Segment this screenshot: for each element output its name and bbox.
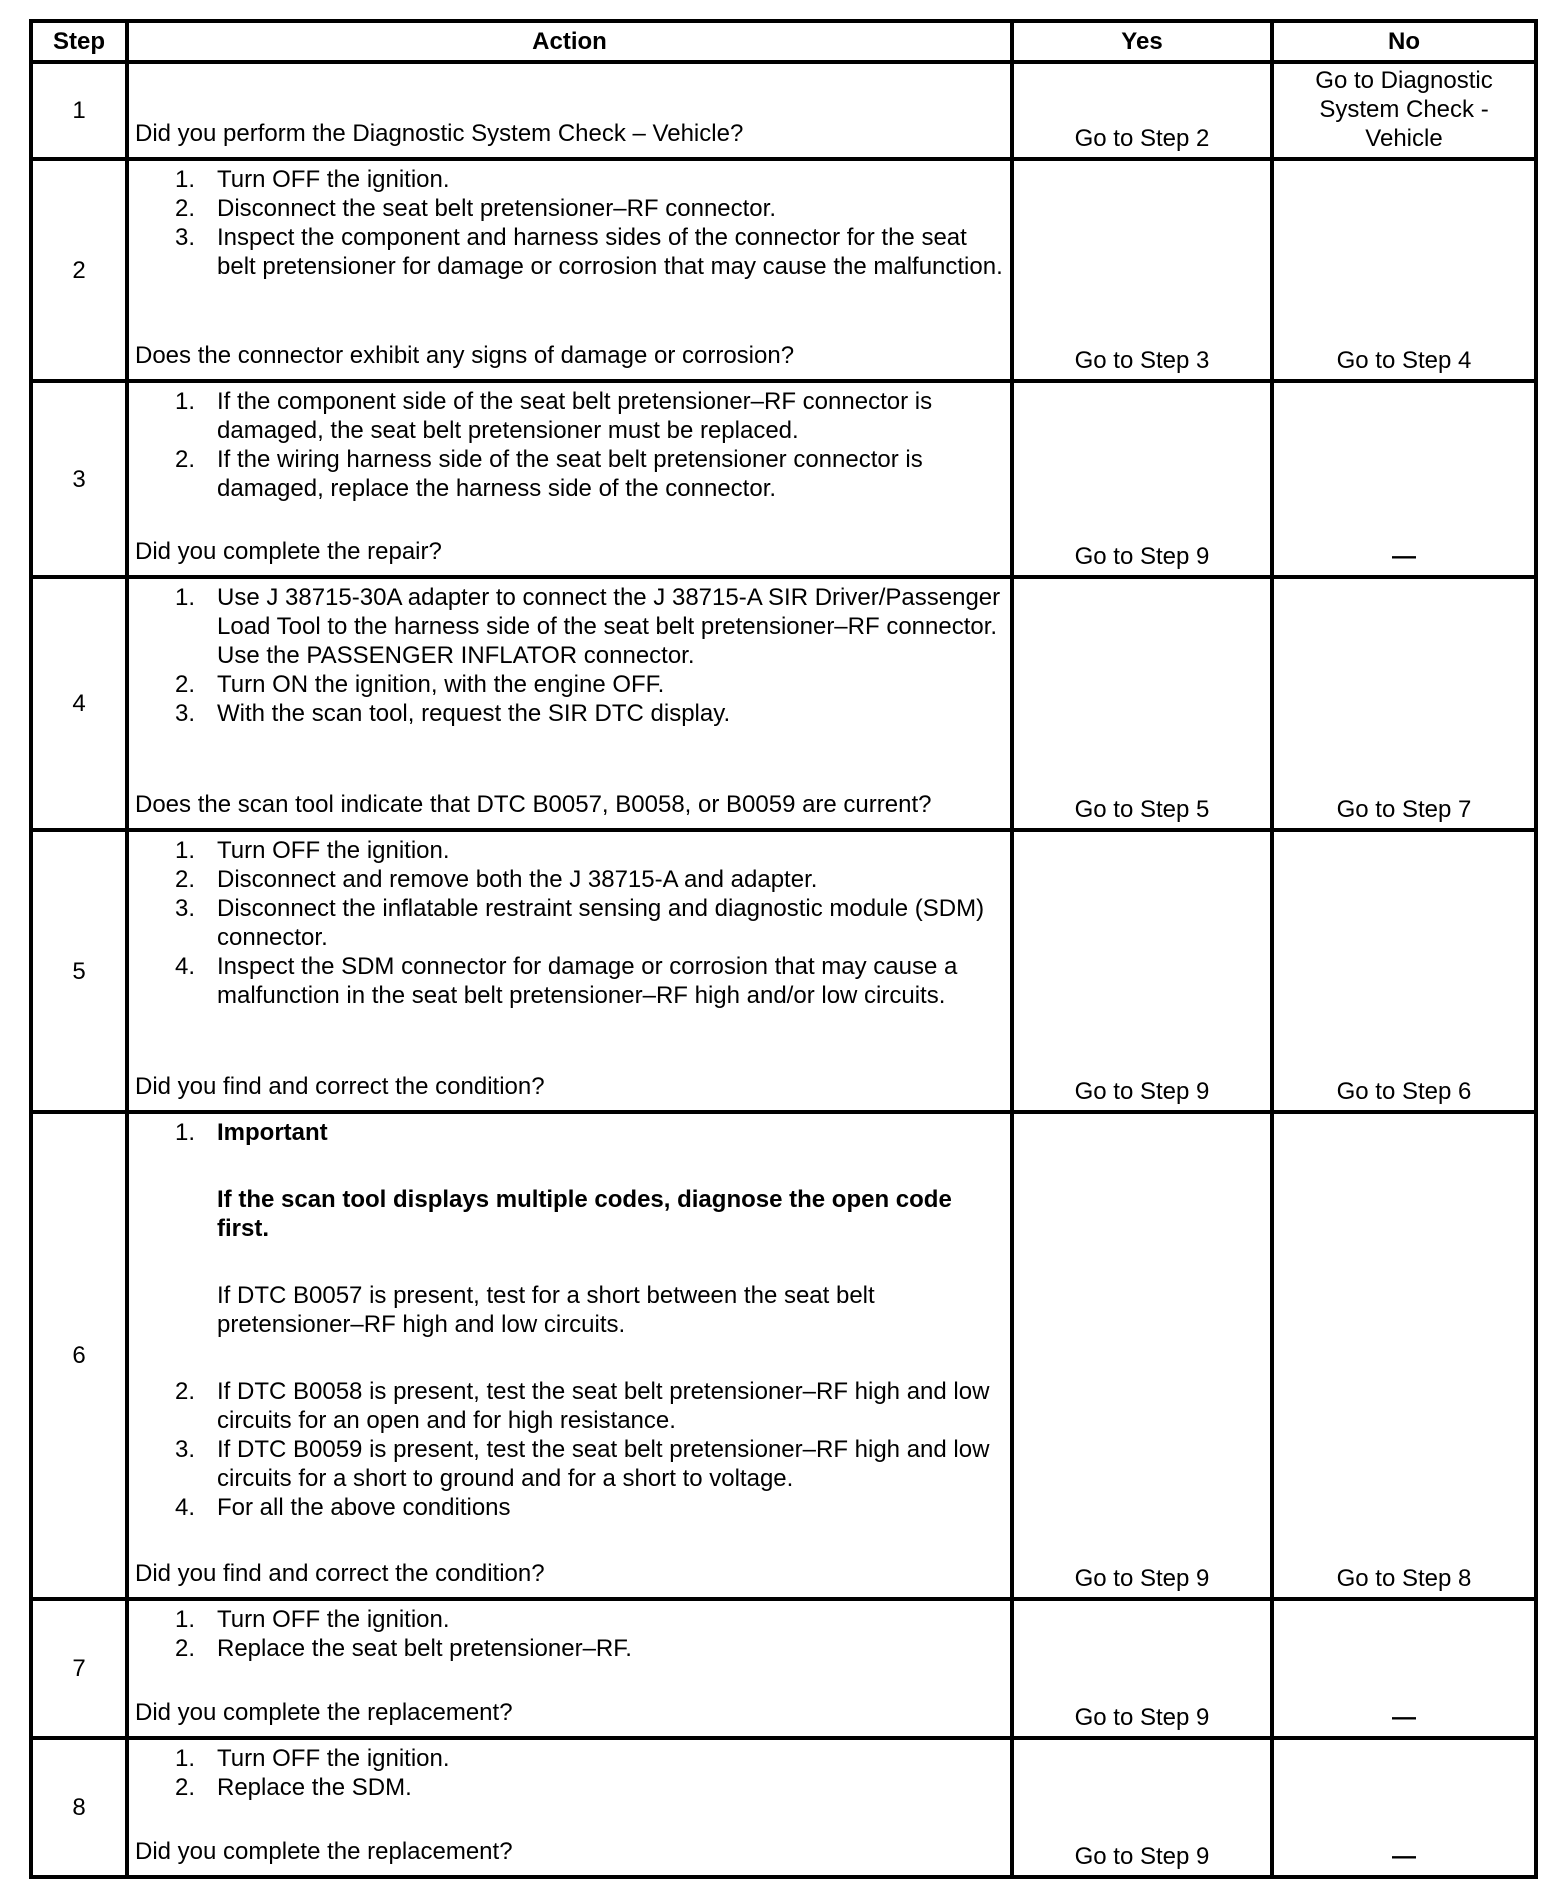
step-number: 6 [31, 1112, 127, 1599]
list-item [135, 194, 1004, 223]
item-text: Turn OFF the ignition. [217, 1606, 450, 1633]
action-content [135, 387, 1004, 566]
item-number: 3. [174, 224, 195, 251]
question-text: Did you complete the replacement? [135, 1838, 513, 1865]
step-list [135, 1605, 1004, 1663]
item-text: Turn OFF the ignition. [217, 837, 450, 864]
step-number: 2 [31, 159, 127, 381]
list-item [135, 1634, 1004, 1663]
yes-result: Go to Step 5 [1012, 577, 1272, 830]
action-cell [127, 381, 1012, 577]
list-item [135, 1377, 1004, 1435]
table-row [31, 1599, 1536, 1738]
table-row [31, 1112, 1536, 1599]
item-number: 4. [174, 1494, 195, 1521]
item-number: 1. [174, 388, 195, 415]
list-item [135, 699, 1004, 728]
action-steps [135, 583, 1004, 728]
item-text: Use J 38715-30A adapter to connect the J 38715-A SIR Driver/Passenger Load Tool to the harness side of the seat belt pretensioner–RF connector. Use the PASSENGER INFLATOR connector. [217, 584, 1001, 669]
list-item [135, 1118, 1004, 1377]
important-text: If DTC B0057 is present, test for a short between the seat belt pretensioner–RF high and low circuits. [217, 1282, 875, 1338]
list-item [135, 1493, 1004, 1522]
action-cell [127, 62, 1012, 159]
item-text: With the scan tool, request the SIR DTC display. [217, 700, 731, 727]
item-number: 1. [174, 1119, 195, 1146]
action-content [135, 836, 1004, 1101]
item-number: 3. [174, 895, 195, 922]
no-result: Go to Step 8 [1272, 1112, 1536, 1599]
action-steps [135, 165, 1004, 281]
action-cell [127, 159, 1012, 381]
question-text: Did you perform the Diagnostic System Check – Vehicle? [135, 120, 744, 147]
item-number: 3. [174, 700, 195, 727]
action-steps [135, 1118, 1004, 1522]
list-item [135, 445, 1004, 503]
item-text: Disconnect and remove both the J 38715-A and adapter. [217, 866, 818, 893]
action-content [135, 1118, 1004, 1588]
header-yes: Yes [1012, 21, 1272, 62]
header-no: No [1272, 21, 1536, 62]
yes-result: Go to Step 2 [1012, 62, 1272, 159]
item-text: If DTC B0058 is present, test the seat belt pretensioner–RF high and low circuits for an open and for high resistance. [217, 1378, 990, 1434]
item-text: Turn ON the ignition, with the engine OFF. [217, 671, 665, 698]
step-number: 1 [31, 62, 127, 159]
step-list [135, 165, 1004, 281]
list-item [135, 952, 1004, 1010]
yes-result: Go to Step 9 [1012, 1738, 1272, 1877]
no-result: — [1272, 1738, 1536, 1877]
step-number: 3 [31, 381, 127, 577]
list-item [135, 223, 1004, 281]
table-row [31, 1738, 1536, 1877]
item-text: Disconnect the inflatable restraint sensing and diagnostic module (SDM) connector. [217, 895, 985, 951]
item-text: Replace the SDM. [217, 1774, 412, 1801]
action-cell [127, 1738, 1012, 1877]
item-text: Disconnect the seat belt pretensioner–RF connector. [217, 195, 776, 222]
item-text [217, 1118, 1004, 1377]
header-row [31, 21, 1536, 62]
list-item [135, 894, 1004, 952]
item-number: 2. [174, 446, 195, 473]
table-row [31, 62, 1536, 159]
yes-result: Go to Step 9 [1012, 1112, 1272, 1599]
important-notice: If the scan tool displays multiple codes, diagnose the open code first. [217, 1186, 952, 1242]
item-text: Replace the seat belt pretensioner–RF. [217, 1635, 632, 1662]
item-number: 2. [174, 1774, 195, 1801]
yes-result: Go to Step 3 [1012, 159, 1272, 381]
item-text: Turn OFF the ignition. [217, 1745, 450, 1772]
item-text: Inspect the SDM connector for damage or corrosion that may cause a malfunction in the seat belt pretensioner–RF high and/or low circuits. [217, 953, 958, 1009]
diagnostic-table [29, 19, 1538, 1879]
table-row [31, 381, 1536, 577]
no-result: — [1272, 381, 1536, 577]
action-steps [135, 1744, 1004, 1802]
question-text: Does the connector exhibit any signs of damage or corrosion? [135, 342, 795, 369]
no-result: — [1272, 1599, 1536, 1738]
question-text: Does the scan tool indicate that DTC B0057, B0058, or B0059 are current? [135, 791, 932, 818]
list-item [135, 1435, 1004, 1493]
item-number: 1. [174, 166, 195, 193]
no-result: Go to Diagnostic System Check - Vehicle [1272, 62, 1536, 159]
list-item [135, 387, 1004, 445]
item-number: 2. [174, 195, 195, 222]
yes-result: Go to Step 9 [1012, 1599, 1272, 1738]
step-number: 4 [31, 577, 127, 830]
item-text: Inspect the component and harness sides of the connector for the seat belt pretensioner for damage or corrosion that may cause the malfunction. [217, 224, 1003, 280]
question-text: Did you complete the replacement? [135, 1699, 513, 1726]
action-content [135, 583, 1004, 819]
list-item [135, 865, 1004, 894]
list-item [135, 165, 1004, 194]
list-item [135, 836, 1004, 865]
table-row [31, 159, 1536, 381]
step-list [135, 387, 1004, 503]
header-action: Action [127, 21, 1012, 62]
item-number: 2. [174, 1378, 195, 1405]
item-text: If the component side of the seat belt pretensioner–RF connector is damaged, the seat belt pretensioner must be replaced. [217, 388, 933, 444]
no-result: Go to Step 7 [1272, 577, 1536, 830]
yes-result: Go to Step 9 [1012, 381, 1272, 577]
step-list [135, 836, 1004, 1010]
item-number: 4. [174, 953, 195, 980]
item-number: 2. [174, 866, 195, 893]
item-number: 2. [174, 671, 195, 698]
list-item [135, 583, 1004, 670]
action-cell [127, 830, 1012, 1112]
step-list [135, 1118, 1004, 1522]
table-row [31, 830, 1536, 1112]
item-text: For all the above conditions [217, 1494, 511, 1521]
item-text: If DTC B0059 is present, test the seat belt pretensioner–RF high and low circuits for a short to ground and for a short to voltage. [217, 1436, 990, 1492]
action-steps [135, 836, 1004, 1010]
action-cell [127, 577, 1012, 830]
item-number: 1. [174, 584, 195, 611]
no-result: Go to Step 6 [1272, 830, 1536, 1112]
step-number: 5 [31, 830, 127, 1112]
no-result: Go to Step 4 [1272, 159, 1536, 381]
action-steps [135, 387, 1004, 503]
action-steps [135, 1605, 1004, 1663]
action-cell [127, 1112, 1012, 1599]
yes-result: Go to Step 9 [1012, 830, 1272, 1112]
item-number: 1. [174, 837, 195, 864]
item-number: 2. [174, 1635, 195, 1662]
item-number: 1. [174, 1745, 195, 1772]
step-list [135, 583, 1004, 728]
important-heading: Important [217, 1119, 328, 1146]
item-number: 3. [174, 1436, 195, 1463]
action-cell [127, 1599, 1012, 1738]
step-list [135, 1744, 1004, 1802]
question-text: Did you find and correct the condition? [135, 1560, 545, 1587]
question-text: Did you complete the repair? [135, 538, 442, 565]
action-content [135, 1744, 1004, 1866]
action-content [135, 165, 1004, 370]
table-row [31, 577, 1536, 830]
item-number: 1. [174, 1606, 195, 1633]
list-item [135, 1605, 1004, 1634]
list-item [135, 1744, 1004, 1773]
action-content [135, 68, 1004, 148]
list-item [135, 1773, 1004, 1802]
item-text: If the wiring harness side of the seat belt pretensioner connector is damaged, replace the harness side of the connector. [217, 446, 923, 502]
action-content [135, 1605, 1004, 1727]
step-number: 8 [31, 1738, 127, 1877]
list-item [135, 670, 1004, 699]
header-step: Step [31, 21, 127, 62]
step-number: 7 [31, 1599, 127, 1738]
question-text: Did you find and correct the condition? [135, 1073, 545, 1100]
item-text: Turn OFF the ignition. [217, 166, 450, 193]
